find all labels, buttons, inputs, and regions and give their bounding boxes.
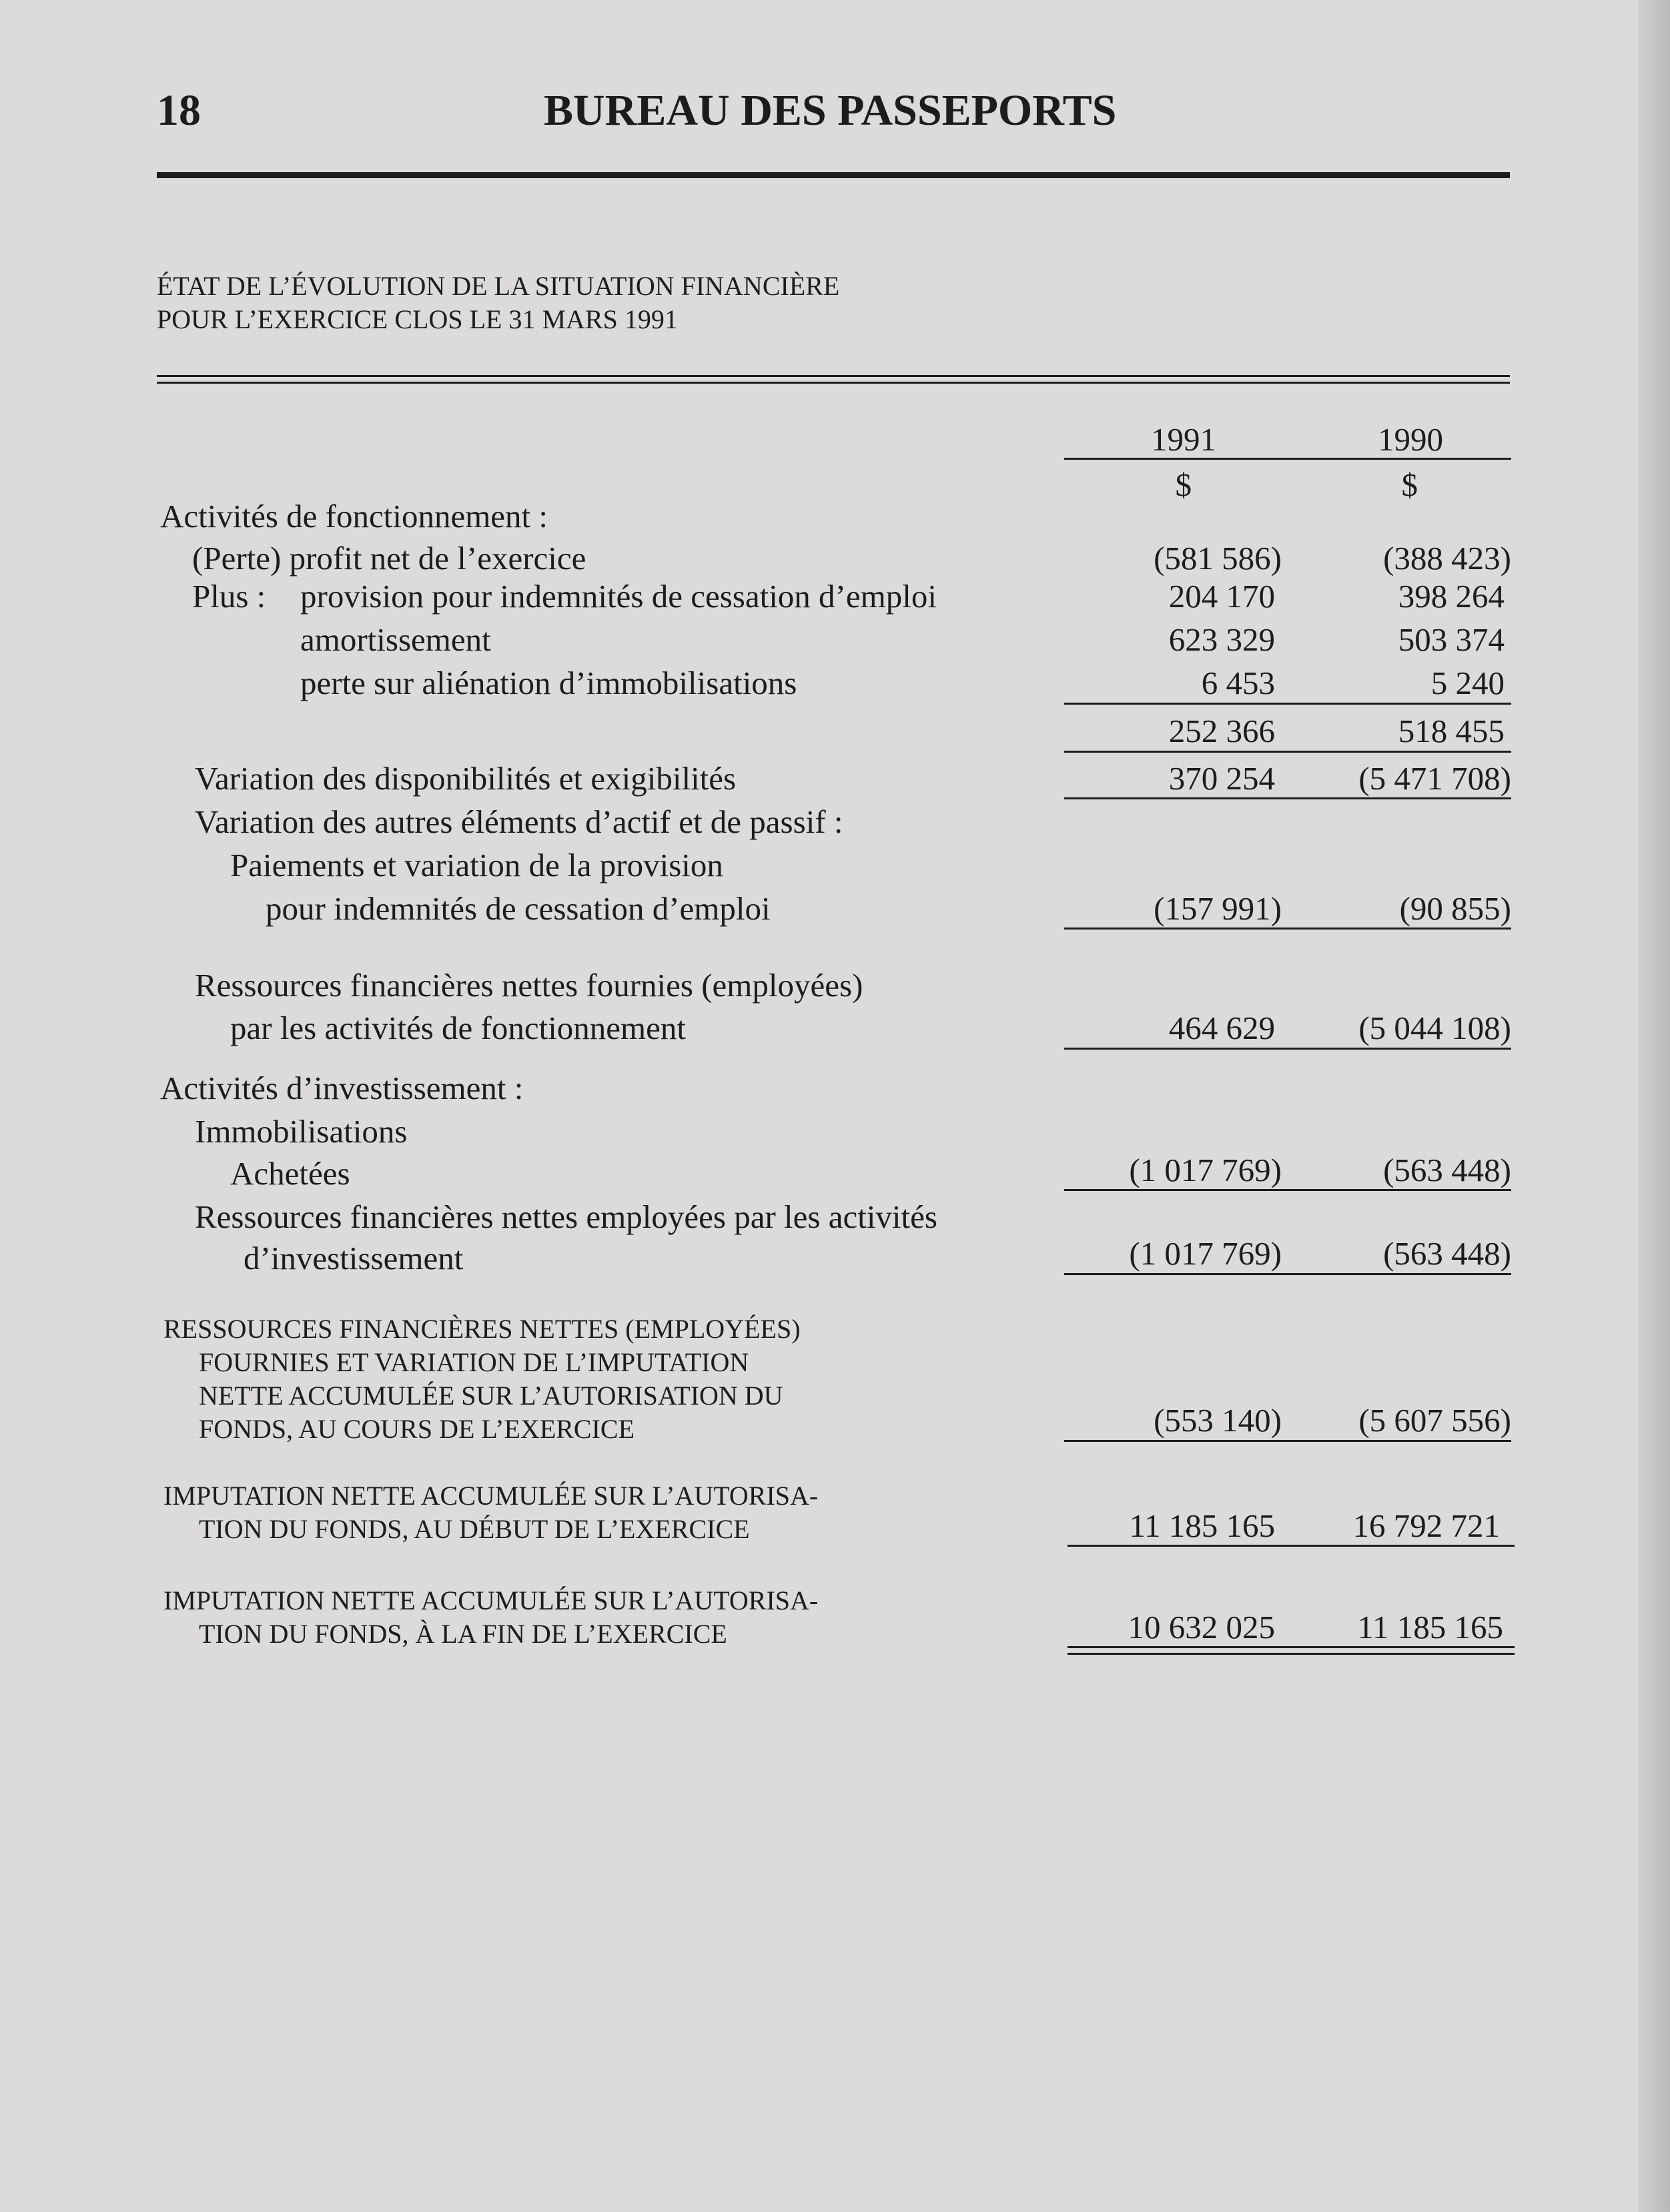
provision-1990: 398 264	[1398, 578, 1505, 615]
assets-label: Immobilisations	[195, 1113, 408, 1150]
working-capital-1991: 370 254	[1168, 760, 1275, 797]
change-1991: (553 140)	[1154, 1402, 1282, 1439]
closing-double-rule-top	[1068, 1646, 1515, 1648]
net-ops-rule	[1064, 1048, 1511, 1050]
net-loss-label: (Perte) profit net de l’exercice	[192, 540, 586, 577]
net-inv-label-line-1: Ressources financières nettes employées par les activités	[195, 1198, 937, 1235]
net-ops-1990: (5 044 108)	[1358, 1010, 1511, 1046]
column-currency-1990: $	[1401, 466, 1418, 503]
payments-1991: (157 991)	[1154, 890, 1282, 927]
opening-1991: 11 185 165	[1129, 1507, 1275, 1544]
change-1990: (5 607 556)	[1358, 1402, 1511, 1439]
working-capital-label: Variation des disponibilités et exigibilités	[195, 760, 737, 797]
closing-1990: 11 185 165	[1357, 1609, 1503, 1645]
column-year-1991: 1991	[1151, 421, 1216, 458]
closing-label-line-2: TION DU FONDS, À LA FIN DE L’EXERCICE	[199, 1619, 727, 1649]
running-title: BUREAU DES PASSEPORTS	[544, 86, 1117, 135]
loss-disposal-label: perte sur aliénation d’immobilisations	[300, 665, 797, 701]
payments-1990: (90 855)	[1399, 890, 1511, 927]
change-rule	[1064, 1440, 1511, 1442]
purchased-1991: (1 017 769)	[1129, 1152, 1282, 1188]
closing-double-rule-bottom	[1068, 1653, 1515, 1655]
closing-1991: 10 632 025	[1128, 1609, 1275, 1645]
net-inv-1991: (1 017 769)	[1129, 1235, 1282, 1272]
loss-disposal-1990: 5 240	[1430, 665, 1505, 701]
net-ops-label-line-2: par les activités de fonctionnement	[230, 1010, 687, 1046]
page-number: 18	[157, 86, 201, 135]
statement-title-line-1: ÉTAT DE L’ÉVOLUTION DE LA SITUATION FINANCIÈRE	[157, 271, 840, 301]
loss-disposal-1991: 6 453	[1201, 665, 1275, 701]
payments-label-line-1: Paiements et variation de la provision	[230, 847, 723, 883]
investing-heading: Activités d’investissement :	[160, 1070, 524, 1106]
net-ops-1991: 464 629	[1168, 1010, 1275, 1046]
provision-label: provision pour indemnités de cessation d’emploi	[300, 578, 937, 615]
operating-heading: Activités de fonctionnement :	[160, 498, 548, 534]
opening-label-line-1: IMPUTATION NETTE ACCUMULÉE SUR L’AUTORISA-	[163, 1481, 819, 1511]
title-double-rule-top	[157, 375, 1510, 377]
opening-label-line-2: TION DU FONDS, AU DÉBUT DE L’EXERCICE	[199, 1514, 750, 1544]
net-inv-1990: (563 448)	[1383, 1235, 1511, 1272]
change-label-line-4: FONDS, AU COURS DE L’EXERCICE	[199, 1414, 635, 1444]
purchased-1990: (563 448)	[1383, 1152, 1511, 1188]
subtotal-rule	[1064, 703, 1511, 705]
net-ops-label-line-1: Ressources financières nettes fournies (employées)	[195, 967, 863, 1004]
column-currency-1991: $	[1175, 466, 1192, 503]
subtotal-1991: 252 366	[1168, 713, 1275, 749]
plus-label: Plus :	[192, 578, 266, 615]
page-edge-shadow	[1638, 0, 1670, 2212]
subtotal-under-rule	[1064, 751, 1511, 753]
change-label-line-2: FOURNIES ET VARIATION DE L’IMPUTATION	[199, 1347, 749, 1377]
change-label-line-1: RESSOURCES FINANCIÈRES NETTES (EMPLOYÉES)	[163, 1314, 801, 1344]
amortization-label: amortissement	[300, 621, 491, 658]
column-header-rule	[1064, 458, 1511, 460]
other-items-label: Variation des autres éléments d’actif et de passif :	[195, 803, 843, 840]
statement-title-line-2: POUR L’EXERCICE CLOS LE 31 MARS 1991	[157, 304, 678, 334]
purchased-label: Achetées	[230, 1155, 350, 1192]
net-inv-rule	[1064, 1273, 1511, 1275]
payments-label-line-2: pour indemnités de cessation d’emploi	[266, 890, 771, 927]
column-year-1990: 1990	[1378, 421, 1443, 458]
closing-label-line-1: IMPUTATION NETTE ACCUMULÉE SUR L’AUTORISA-	[163, 1585, 819, 1615]
amortization-1991: 623 329	[1168, 621, 1275, 658]
net-loss-1991: (581 586)	[1154, 540, 1282, 577]
provision-1991: 204 170	[1168, 578, 1275, 615]
working-capital-rule	[1064, 797, 1511, 799]
amortization-1990: 503 374	[1398, 621, 1505, 658]
payments-rule	[1064, 928, 1511, 930]
title-double-rule-bottom	[157, 382, 1510, 384]
purchased-rule	[1064, 1189, 1511, 1191]
change-label-line-3: NETTE ACCUMULÉE SUR L’AUTORISATION DU	[199, 1381, 783, 1411]
opening-rule	[1068, 1545, 1515, 1547]
header-rule	[157, 172, 1510, 178]
net-inv-label-line-2: d’investissement	[244, 1240, 464, 1276]
subtotal-1990: 518 455	[1398, 713, 1505, 749]
opening-1990: 16 792 721	[1352, 1507, 1500, 1544]
net-loss-1990: (388 423)	[1383, 540, 1511, 577]
working-capital-1990: (5 471 708)	[1358, 760, 1511, 797]
